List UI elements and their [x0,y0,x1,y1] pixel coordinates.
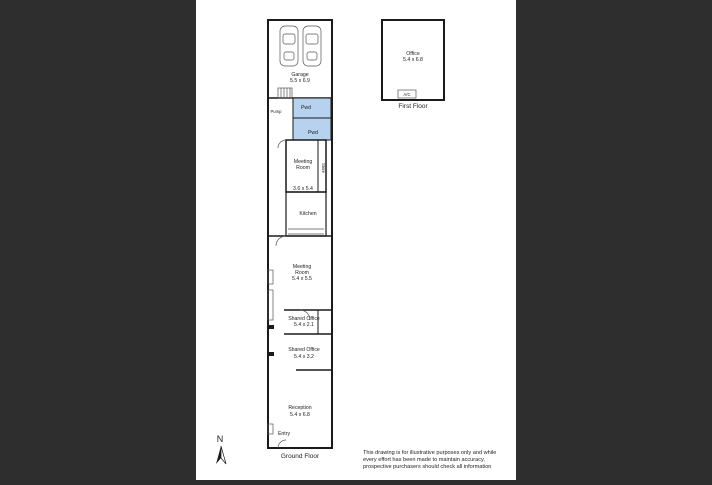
north-label: N [216,434,224,444]
floor-plan-drawing [196,0,516,480]
meeting-room-2-size: 5.4 x 5.5 [292,276,312,282]
meeting-room-1-line2: Room [296,165,310,171]
reception-name: Reception [288,405,312,411]
entry-label: Entry [277,431,291,437]
shared-office-1-size: 5.4 x 2.1 [294,322,314,328]
pump-label: Pump [270,109,282,114]
shared-office-2-size: 5.4 x 3.2 [294,354,314,360]
ground-floor-walls [268,20,332,448]
disclaimer-line-2: every effort has been made to maintain accuracy, [363,457,485,463]
stairs [278,88,292,98]
shared-office-2-name: Shared Office [288,347,320,353]
first-floor-title: First Floor [398,103,428,110]
meeting-room-2-line1: Meeting [292,264,312,270]
pwd-room-upper [293,98,331,118]
garage-cars [280,26,321,66]
office-size: 5.4 x 6.8 [403,57,423,63]
pwd-label-lower: Pwd [307,130,319,136]
floor-plan-sheet [196,0,516,480]
shared-office-1-name: Shared Office [288,316,320,322]
garage-name: Garage [291,72,309,78]
meeting-room-1-size: 3.6 x 5.4 [293,186,313,192]
disclaimer [363,450,496,470]
office-name: Office [406,51,420,57]
pwd-label-upper: Pwd [300,105,312,111]
reception-size: 5.4 x 6.8 [290,412,310,418]
disclaimer-line-1: This drawing is for illustrative purposes only and while [363,450,497,456]
meeting-room-1-line1: Meeting [293,159,313,165]
kitchen-label: Kitchen [299,211,317,217]
ground-floor-title: Ground Floor [280,453,320,460]
disclaimer-line-3: prospective purchasers should check all information [363,464,492,470]
store-label: Store [321,162,326,174]
ac-label: A/C [403,92,411,97]
meeting-room-2-line2: Room [295,270,309,276]
north-arrow-icon [216,434,226,464]
garage-size: 5.5 x 6.9 [290,78,310,84]
pwd-room-lower [293,118,331,140]
